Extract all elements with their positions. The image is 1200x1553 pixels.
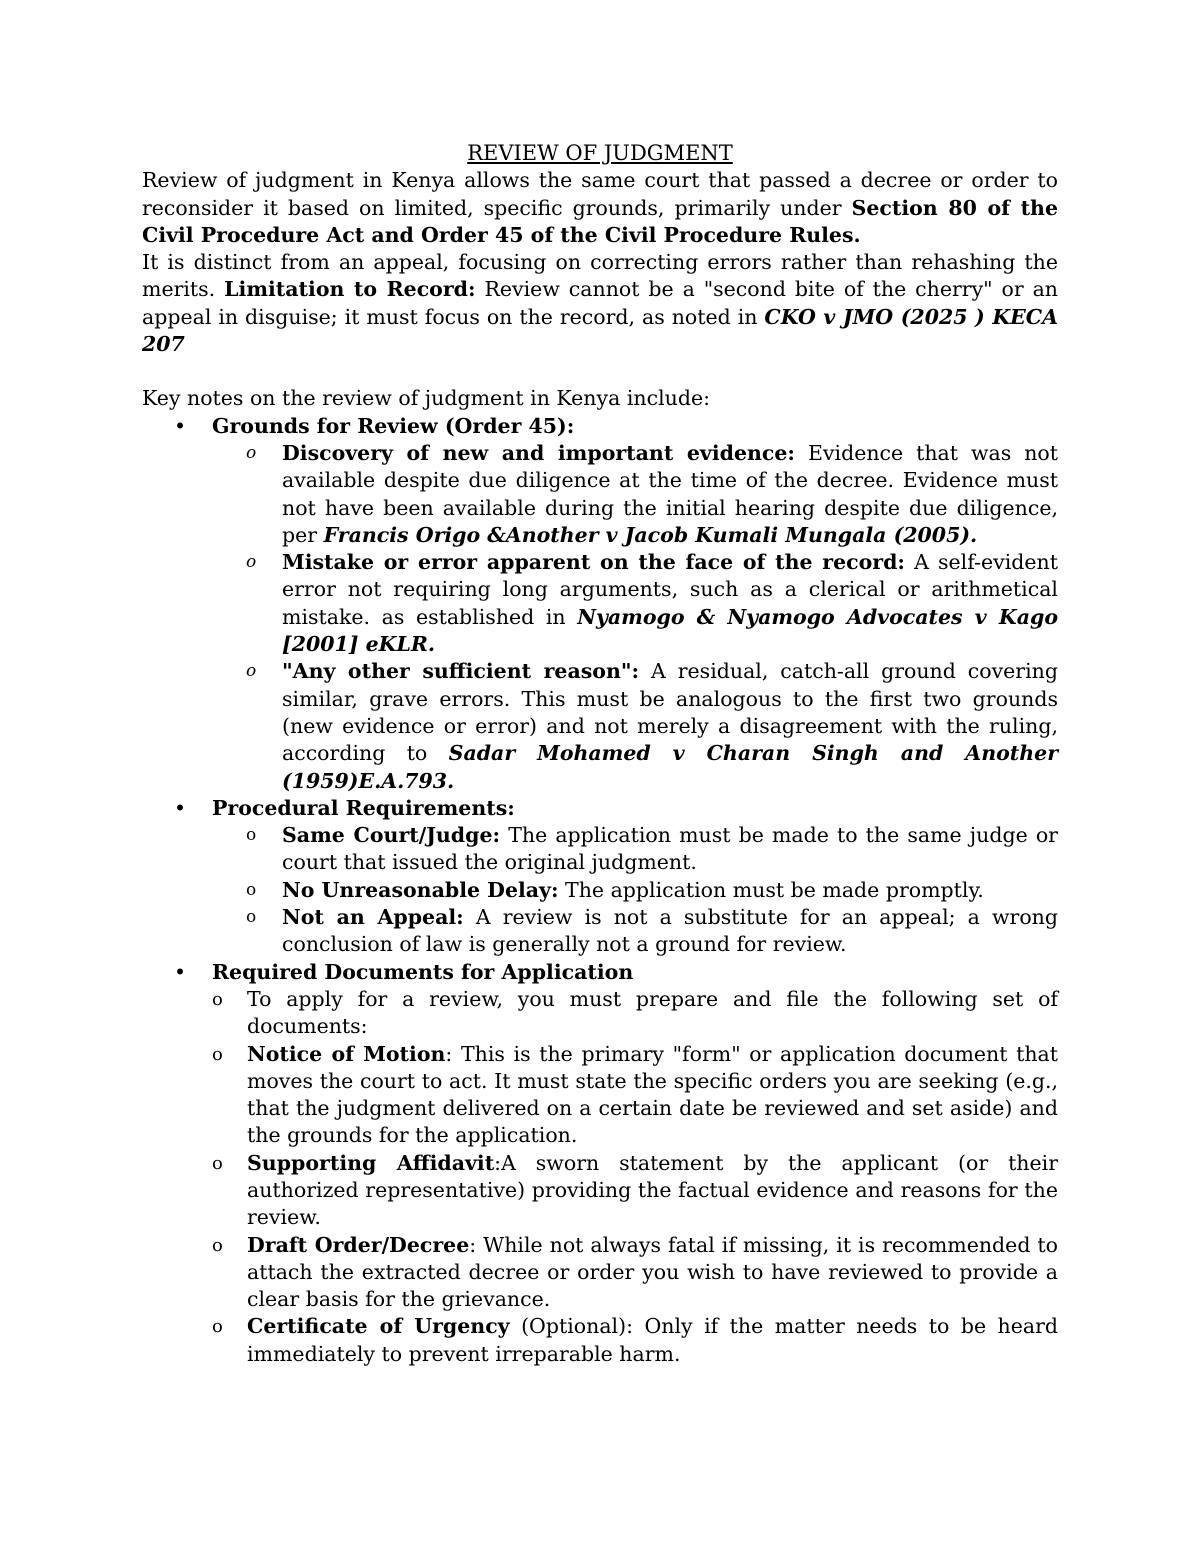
list-item bbox=[142, 986, 1058, 1041]
hollow-bullet-icon: o bbox=[212, 988, 223, 1010]
list-item-grounds bbox=[142, 413, 1058, 795]
hollow-bullet-icon: o bbox=[212, 1152, 223, 1174]
ground-text: A self-evident error not requiring long arguments, such as a clerical or arithmetical mistake. as established in bbox=[282, 550, 1058, 629]
section-heading: Grounds for Review (Order 45): bbox=[212, 413, 575, 438]
section-heading: Required Documents for Application bbox=[212, 959, 634, 984]
key-notes-list bbox=[142, 413, 1058, 1368]
list-item bbox=[142, 1150, 1058, 1232]
list-item bbox=[142, 822, 1058, 877]
intro-text: It is distinct from an appeal, focusing on correcting errors rather than rehashing the merits. bbox=[142, 250, 1058, 302]
list-item bbox=[142, 877, 1058, 904]
list-item bbox=[142, 440, 1058, 549]
limitation-label: Limitation to Record: bbox=[224, 277, 476, 302]
document-text: : This is the primary "form" or application document that moves the court to act. It must state the specific orders you are seeking (e.g., that the judgment delivered on a certain date be reviewed and set aside) and the grounds for the application. bbox=[247, 1041, 1058, 1148]
document-label: Notice of Motion bbox=[247, 1041, 446, 1066]
documents-intro: To apply for a review, you must prepare and file the following set of documents: bbox=[247, 986, 1058, 1039]
section-heading: Procedural Requirements: bbox=[212, 795, 515, 820]
ground-text: A residual, catch-all ground covering similar, grave errors. This must be analogous to the first two grounds (new evidence or error) and not merely a disagreement with the ruling, according to bbox=[282, 659, 1058, 766]
hollow-bullet-icon: o bbox=[246, 661, 257, 682]
document-text: :A sworn statement by the applicant (or their authorized representative) providing the factual evidence and reasons for the review. bbox=[247, 1150, 1058, 1230]
requirement-label: No Unreasonable Delay: bbox=[282, 877, 559, 902]
requirement-label: Not an Appeal: bbox=[282, 905, 464, 930]
requirement-label: Same Court/Judge: bbox=[282, 823, 501, 848]
list-item bbox=[142, 1232, 1058, 1314]
documents-sublist bbox=[212, 986, 1058, 1368]
page-title: REVIEW OF JUDGMENT bbox=[467, 141, 733, 165]
bullet-icon: • bbox=[174, 959, 187, 984]
case-citation: CKO v JMO (2025 ) KECA 207 bbox=[142, 304, 1058, 357]
intro-text: Review cannot be a "second bite of the cherry" or an appeal in disguise; it must focus on the record, as noted in bbox=[142, 277, 1058, 329]
list-item bbox=[142, 658, 1058, 794]
ground-label: Mistake or error apparent on the face of the record: bbox=[282, 550, 905, 575]
list-item bbox=[142, 1313, 1058, 1368]
list-item-procedural bbox=[142, 795, 1058, 959]
ground-text: Evidence that was not available despite due diligence at the time of the decree. Evidence must not have been available during the initial hearing despite due diligence, per bbox=[282, 440, 1059, 547]
key-notes-lead: Key notes on the review of judgment in Kenya include: bbox=[142, 386, 710, 411]
intro-paragraph-2 bbox=[142, 249, 1058, 358]
ground-label: Discovery of new and important evidence: bbox=[282, 440, 795, 465]
case-citation: Nyamogo & Nyamogo Advocates v Kago [2001] eKLR. bbox=[282, 604, 1058, 657]
case-citation: Sadar Mohamed v Charan Singh and Another (1959)E.A.793. bbox=[282, 741, 1058, 793]
requirement-text: The application must be made promptly. bbox=[558, 877, 984, 902]
document-text: : While not always fatal if missing, it is recommended to attach the extracted decree or order you wish to have reviewed to provide a clear basis for the grievance. bbox=[247, 1232, 1058, 1312]
grounds-sublist bbox=[212, 440, 1058, 795]
hollow-bullet-icon: o bbox=[212, 1234, 223, 1256]
hollow-bullet-icon: o bbox=[212, 1043, 223, 1065]
ground-label: "Any other sufficient reason": bbox=[282, 659, 640, 684]
list-item bbox=[142, 1041, 1058, 1150]
bullet-icon: • bbox=[174, 795, 187, 820]
bullet-icon: • bbox=[174, 413, 187, 438]
list-item bbox=[142, 549, 1058, 658]
procedural-sublist bbox=[212, 822, 1058, 958]
intro-text: Review of judgment in Kenya allows the same court that passed a decree or order to reconsider it based on limited, specific grounds, primarily under bbox=[142, 168, 1058, 220]
document-label: Certificate of Urgency bbox=[247, 1314, 510, 1339]
intro-statute: Section 80 of the Civil Procedure Act and Order 45 of the Civil Procedure Rules. bbox=[142, 195, 1059, 247]
document-label: Draft Order/Decree bbox=[247, 1232, 470, 1257]
requirement-text: A review is not a substitute for an appeal; a wrong conclusion of law is generally not a ground for review. bbox=[282, 905, 1058, 957]
hollow-bullet-icon: o bbox=[212, 1316, 223, 1338]
hollow-bullet-icon: o bbox=[246, 825, 257, 846]
hollow-bullet-icon: o bbox=[246, 442, 257, 463]
intro-paragraph-1 bbox=[142, 167, 1058, 249]
case-citation: Francis Origo &Another v Jacob Kumali Mungala (2005). bbox=[323, 522, 978, 547]
requirement-text: The application must be made to the same judge or court that issued the original judgment. bbox=[282, 823, 1058, 875]
list-item-documents bbox=[142, 959, 1058, 1368]
document-page bbox=[142, 140, 1058, 1368]
document-text: (Optional): Only if the matter needs to be heard immediately to prevent irreparable harm. bbox=[247, 1314, 1059, 1366]
list-item bbox=[142, 904, 1058, 959]
hollow-bullet-icon: o bbox=[246, 879, 257, 900]
document-label: Supporting Affidavit bbox=[247, 1150, 495, 1175]
hollow-bullet-icon: o bbox=[246, 552, 257, 573]
hollow-bullet-icon: o bbox=[246, 907, 257, 928]
